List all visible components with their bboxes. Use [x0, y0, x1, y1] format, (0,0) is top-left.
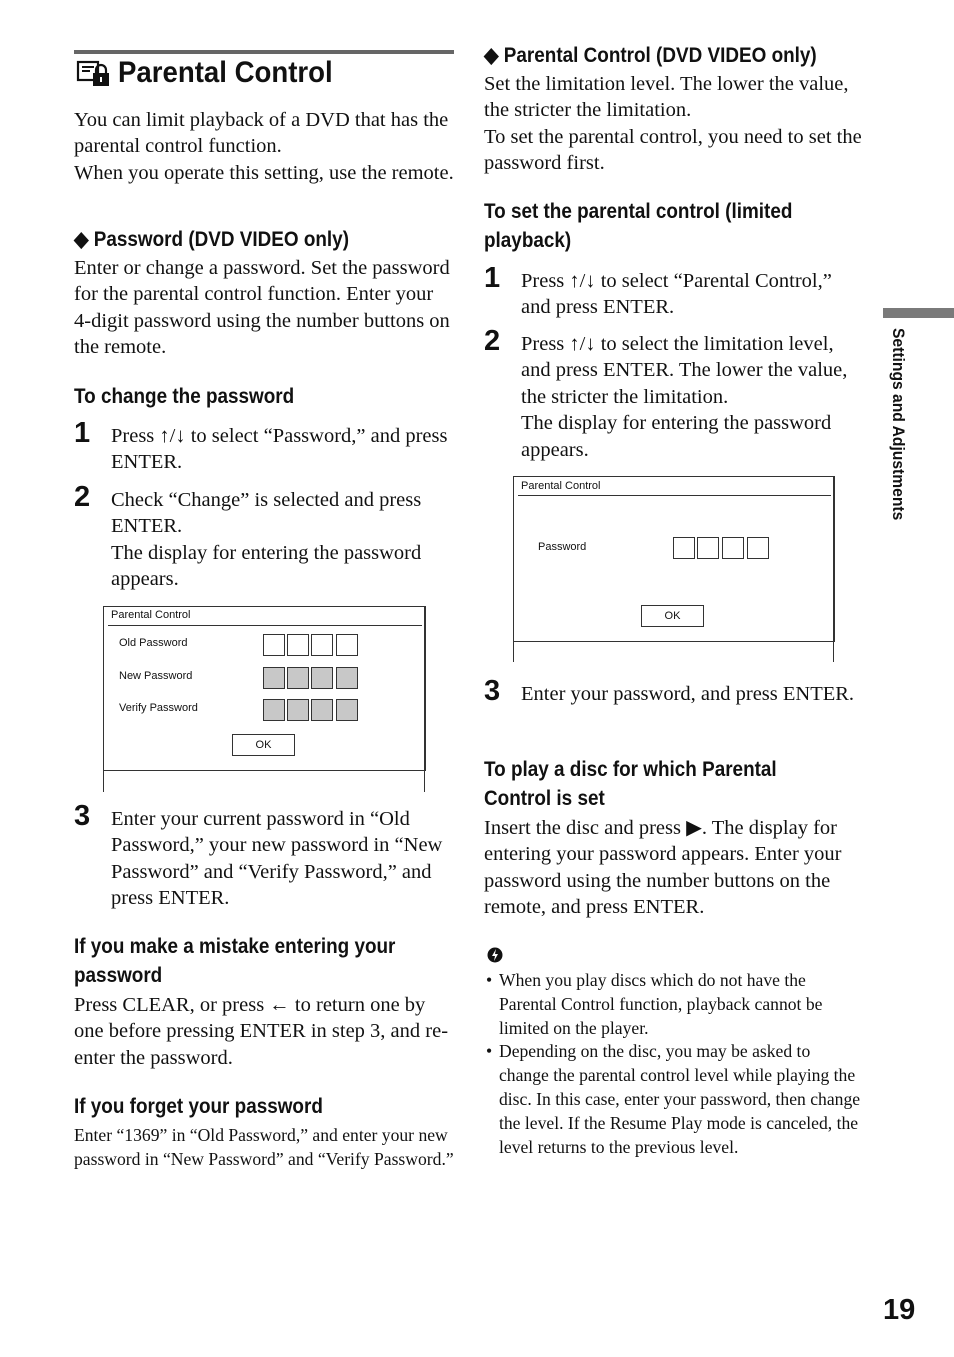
step-number: 2 — [74, 481, 91, 513]
dialog-title: Parental Control — [111, 609, 191, 621]
parental-body: Set the limitation level. The lower the value, the stricter the limitation. To set the parental control, you need to set the password first. — [484, 73, 862, 175]
page-number: 19 — [883, 1294, 916, 1326]
note-bullet: • — [486, 970, 493, 990]
password-label: Password — [538, 541, 587, 553]
password-heading: ◆ Password (DVD VIDEO only) — [74, 228, 349, 251]
section-label: Settings and Adjustments — [889, 328, 908, 521]
note-text: Depending on the disc, you may be asked to change the parental control level while playing the disc. In this case, enter your password, then change the level. If the Resume Play mode is canceled, the level returns to the previous level. — [499, 1041, 861, 1157]
forget-body: Enter “1369” in “Old Password,” and enter your new password in “New Password” and “Verify Password.” — [74, 1125, 454, 1169]
password-dialog — [103, 606, 425, 792]
step-text: Press ↑/↓ to select the limitation level, and press ENTER. The lower the value, the stricter the limitation. The display for entering the password appears. — [521, 333, 848, 461]
forget-heading: If you forget your password — [74, 1095, 323, 1118]
mistake-body: Press CLEAR, or press ← to return one by one before pressing ENTER in step 3, and re-enter the password. — [74, 994, 449, 1069]
note-bullet: • — [486, 1041, 493, 1061]
lock-icon — [76, 58, 110, 88]
step-text: Press ↑/↓ to select “Password,” and press ENTER. — [111, 425, 448, 474]
old-password-label: Old Password — [119, 637, 188, 649]
step-number: 1 — [484, 262, 501, 294]
page-title: Parental Control — [118, 56, 333, 89]
section-tab — [883, 308, 954, 318]
password-body: Enter or change a password. Set the password for the parental control function. Enter your 4-digit password using the number buttons on the remote. — [74, 257, 450, 359]
step-number: 2 — [484, 325, 501, 357]
parental-password-dialog — [513, 476, 834, 662]
verify-password-label: Verify Password — [119, 702, 198, 714]
play-disc-heading: To play a disc for which Parental Control is set — [484, 758, 777, 810]
parental-heading: ◆ Parental Control (DVD VIDEO only) — [484, 44, 817, 67]
intro-text: You can limit playback of a DVD that has the parental control function. When you operate this setting, use the remote. — [74, 109, 454, 184]
dialog-title: Parental Control — [521, 480, 601, 492]
step-text: Check “Change” is selected and press ENTER. The display for entering the password appears. — [111, 489, 422, 591]
new-password-label: New Password — [119, 670, 193, 682]
verify-password-field[interactable] — [263, 699, 363, 723]
step-number: 3 — [484, 675, 501, 707]
new-password-field[interactable] — [263, 667, 363, 691]
title-rule — [74, 50, 454, 54]
password-field[interactable] — [673, 537, 773, 561]
old-password-field[interactable] — [263, 634, 363, 658]
play-disc-body: Insert the disc and press ▶. The display for entering your password appears. Enter your password using the number buttons on the remote, and press ENTER. — [484, 817, 842, 919]
set-parental-heading: To set the parental control (limited playback) — [484, 200, 793, 252]
step-text: Enter your password, and press ENTER. — [521, 683, 855, 705]
change-password-heading: To change the password — [74, 385, 295, 408]
step-number: 1 — [74, 417, 91, 449]
step-text: Press ↑/↓ to select “Parental Control,” and press ENTER. — [521, 270, 832, 319]
ok-button[interactable]: OK — [232, 734, 295, 756]
ok-button[interactable]: OK — [641, 605, 704, 627]
step-text: Enter your current password in “Old Password,” your new password in “New Password” and “Verify Password,” and press ENTER. — [111, 808, 443, 910]
mistake-heading: If you make a mistake entering your password — [74, 935, 396, 987]
step-number: 3 — [74, 800, 91, 832]
tip-icon — [486, 946, 504, 964]
note-text: When you play discs which do not have the Parental Control function, playback cannot be limited on the player. — [499, 970, 823, 1038]
